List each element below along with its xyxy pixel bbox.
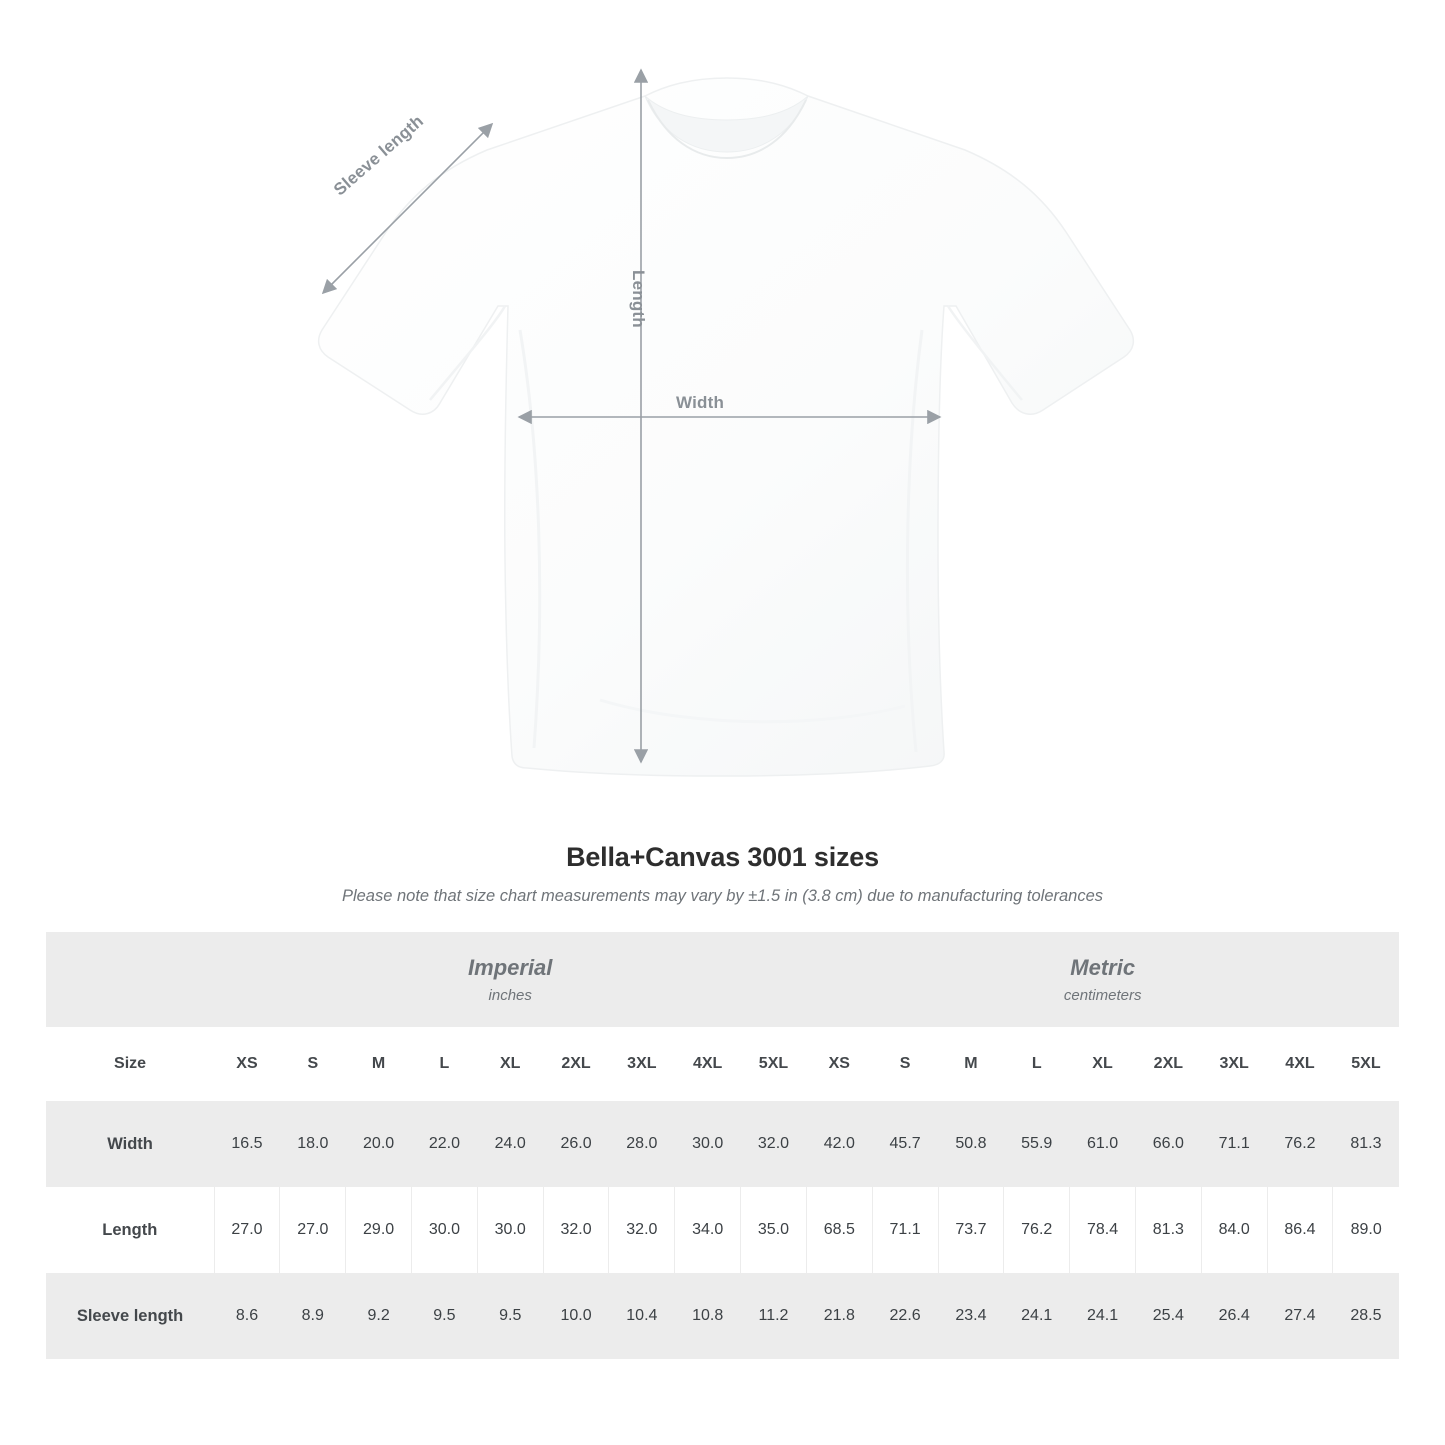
width-s-cm: 45.7 bbox=[872, 1101, 938, 1187]
width-xs-in: 16.5 bbox=[214, 1101, 280, 1187]
length-2xl-cm: 81.3 bbox=[1135, 1187, 1201, 1273]
header-size: Size bbox=[46, 1027, 214, 1101]
header-size-m-metric: M bbox=[938, 1027, 1004, 1101]
length-5xl-in: 35.0 bbox=[741, 1187, 807, 1273]
length-s-cm: 71.1 bbox=[872, 1187, 938, 1273]
width-xl-in: 24.0 bbox=[477, 1101, 543, 1187]
header-size-s-imperial: S bbox=[280, 1027, 346, 1101]
header-size-xl-imperial: XL bbox=[477, 1027, 543, 1101]
length-s-in: 27.0 bbox=[280, 1187, 346, 1273]
length-xs-in: 27.0 bbox=[214, 1187, 280, 1273]
header-size-3xl-imperial: 3XL bbox=[609, 1027, 675, 1101]
width-m-in: 20.0 bbox=[346, 1101, 412, 1187]
length-3xl-in: 32.0 bbox=[609, 1187, 675, 1273]
sleeve-4xl-in: 10.8 bbox=[675, 1273, 741, 1359]
unit-imperial-name: Imperial bbox=[468, 955, 553, 980]
tshirt-shape bbox=[319, 78, 1134, 776]
header-size-m-imperial: M bbox=[346, 1027, 412, 1101]
sleeve-length-label: Sleeve length bbox=[330, 111, 428, 200]
width-5xl-in: 32.0 bbox=[741, 1101, 807, 1187]
header-size-l-metric: L bbox=[1004, 1027, 1070, 1101]
header-size-l-imperial: L bbox=[412, 1027, 478, 1101]
sleeve-m-cm: 23.4 bbox=[938, 1273, 1004, 1359]
sleeve-l-in: 9.5 bbox=[412, 1273, 478, 1359]
sleeve-5xl-in: 11.2 bbox=[741, 1273, 807, 1359]
length-2xl-in: 32.0 bbox=[543, 1187, 609, 1273]
row-label-length: Length bbox=[46, 1187, 214, 1273]
length-xl-cm: 78.4 bbox=[1070, 1187, 1136, 1273]
row-label-width: Width bbox=[46, 1101, 214, 1187]
header-size-5xl-metric: 5XL bbox=[1333, 1027, 1399, 1101]
page-title: Bella+Canvas 3001 sizes bbox=[566, 842, 879, 872]
width-3xl-in: 28.0 bbox=[609, 1101, 675, 1187]
sleeve-2xl-in: 10.0 bbox=[543, 1273, 609, 1359]
column-header-row bbox=[46, 1027, 1399, 1101]
unit-metric-sub: centimeters bbox=[1063, 987, 1142, 1004]
table-row-width bbox=[46, 1101, 1399, 1187]
width-l-cm: 55.9 bbox=[1004, 1101, 1070, 1187]
table-row-sleeve-length bbox=[46, 1273, 1399, 1359]
length-5xl-cm: 89.0 bbox=[1333, 1187, 1399, 1273]
width-label: Width bbox=[676, 393, 725, 412]
row-label-sleeve-length: Sleeve length bbox=[46, 1273, 214, 1359]
width-2xl-cm: 66.0 bbox=[1135, 1101, 1201, 1187]
width-m-cm: 50.8 bbox=[938, 1101, 1004, 1187]
width-xl-cm: 61.0 bbox=[1070, 1101, 1136, 1187]
sleeve-xl-in: 9.5 bbox=[477, 1273, 543, 1359]
length-l-cm: 76.2 bbox=[1004, 1187, 1070, 1273]
width-l-in: 22.0 bbox=[412, 1101, 478, 1187]
width-2xl-in: 26.0 bbox=[543, 1101, 609, 1187]
length-m-cm: 73.7 bbox=[938, 1187, 1004, 1273]
table-row-length bbox=[46, 1187, 1399, 1273]
size-table bbox=[46, 932, 1399, 1359]
length-label: Length bbox=[629, 270, 648, 328]
unit-group-metric bbox=[806, 932, 1399, 1027]
unit-metric-name: Metric bbox=[1070, 955, 1136, 980]
sleeve-s-cm: 22.6 bbox=[872, 1273, 938, 1359]
sleeve-l-cm: 24.1 bbox=[1004, 1273, 1070, 1359]
header-size-xs-metric: XS bbox=[806, 1027, 872, 1101]
sleeve-5xl-cm: 28.5 bbox=[1333, 1273, 1399, 1359]
size-table-wrap bbox=[46, 932, 1399, 1359]
sleeve-xl-cm: 24.1 bbox=[1070, 1273, 1136, 1359]
length-4xl-in: 34.0 bbox=[675, 1187, 741, 1273]
header-size-4xl-metric: 4XL bbox=[1267, 1027, 1333, 1101]
length-xs-cm: 68.5 bbox=[806, 1187, 872, 1273]
sleeve-s-in: 8.9 bbox=[280, 1273, 346, 1359]
tolerance-note: Please note that size chart measurements may vary by ±1.5 in (3.8 cm) due to manufacturing tolerances bbox=[341, 887, 1104, 905]
header-size-s-metric: S bbox=[872, 1027, 938, 1101]
sleeve-3xl-in: 10.4 bbox=[609, 1273, 675, 1359]
header-size-3xl-metric: 3XL bbox=[1201, 1027, 1267, 1101]
length-xl-in: 30.0 bbox=[477, 1187, 543, 1273]
title-block bbox=[0, 842, 1445, 906]
header-size-xs-imperial: XS bbox=[214, 1027, 280, 1101]
width-4xl-in: 30.0 bbox=[675, 1101, 741, 1187]
width-4xl-cm: 76.2 bbox=[1267, 1101, 1333, 1187]
sleeve-2xl-cm: 25.4 bbox=[1135, 1273, 1201, 1359]
sleeve-m-in: 9.2 bbox=[346, 1273, 412, 1359]
sleeve-3xl-cm: 26.4 bbox=[1201, 1273, 1267, 1359]
sleeve-xs-in: 8.6 bbox=[214, 1273, 280, 1359]
width-xs-cm: 42.0 bbox=[806, 1101, 872, 1187]
length-4xl-cm: 86.4 bbox=[1267, 1187, 1333, 1273]
length-3xl-cm: 84.0 bbox=[1201, 1187, 1267, 1273]
unit-group-imperial bbox=[214, 932, 806, 1027]
sleeve-xs-cm: 21.8 bbox=[806, 1273, 872, 1359]
header-size-2xl-imperial: 2XL bbox=[543, 1027, 609, 1101]
header-size-5xl-imperial: 5XL bbox=[741, 1027, 807, 1101]
width-5xl-cm: 81.3 bbox=[1333, 1101, 1399, 1187]
header-size-2xl-metric: 2XL bbox=[1135, 1027, 1201, 1101]
width-3xl-cm: 71.1 bbox=[1201, 1101, 1267, 1187]
header-size-xl-metric: XL bbox=[1070, 1027, 1136, 1101]
header-size-4xl-imperial: 4XL bbox=[675, 1027, 741, 1101]
length-m-in: 29.0 bbox=[346, 1187, 412, 1273]
sleeve-4xl-cm: 27.4 bbox=[1267, 1273, 1333, 1359]
width-s-in: 18.0 bbox=[280, 1101, 346, 1187]
unit-header-spacer bbox=[46, 932, 214, 1027]
length-l-in: 30.0 bbox=[412, 1187, 478, 1273]
unit-header-row bbox=[46, 932, 1399, 1027]
unit-imperial-sub: inches bbox=[488, 987, 532, 1004]
